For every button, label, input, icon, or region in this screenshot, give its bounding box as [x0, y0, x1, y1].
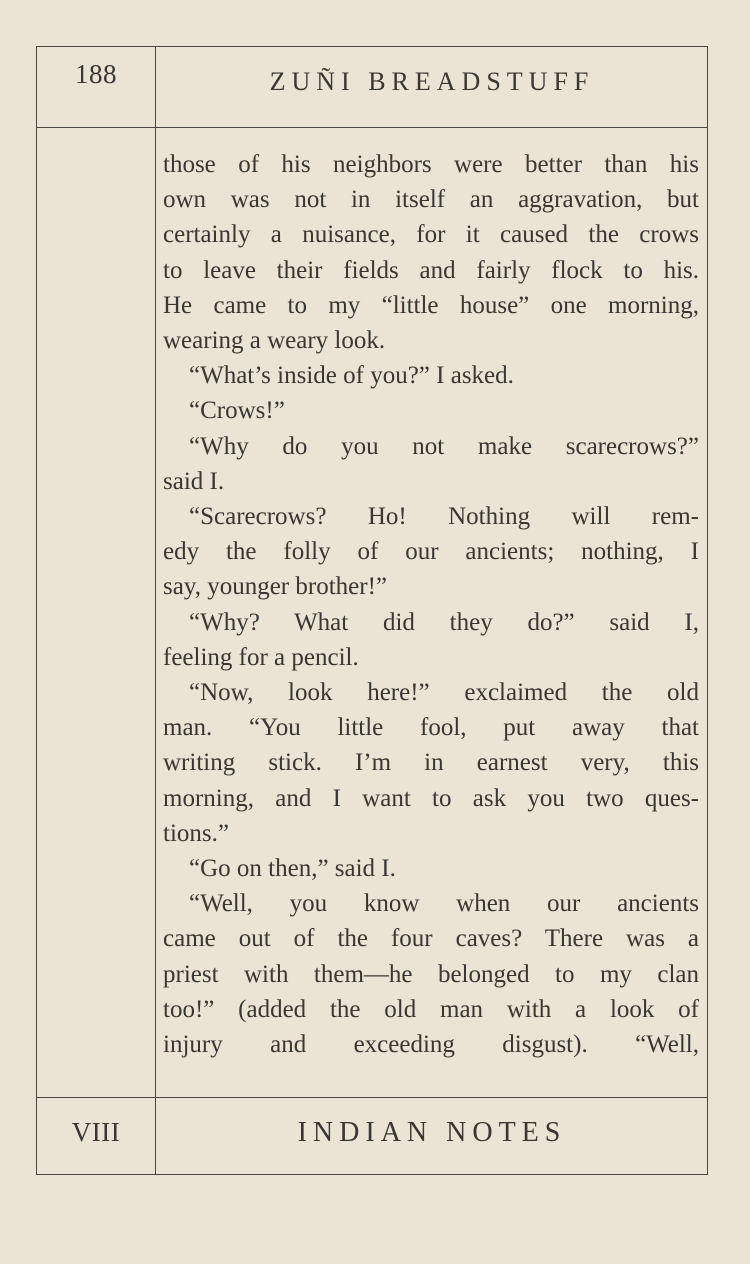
- section-number: VIII: [71, 1117, 121, 1147]
- body-text: [163, 147, 699, 1062]
- text-line: say, younger brother!”: [163, 573, 387, 601]
- text-line: wearing a weary look.: [163, 327, 386, 355]
- text-line: “Go on then,” said I.: [189, 855, 396, 883]
- text-line: own was not in itself an aggravation, but: [163, 186, 699, 214]
- footer-title: INDIAN NOTES: [297, 1117, 567, 1148]
- text-line: tions.”: [163, 819, 229, 847]
- footer-rule: [37, 1097, 707, 1098]
- text-line: edy the folly of our ancients; nothing, I: [163, 538, 699, 566]
- text-line: “What’s inside of you?” I asked.: [189, 362, 514, 390]
- text-line: writing stick. I’m in earnest very, this: [163, 749, 699, 777]
- text-line: man. “You little fool, put away that: [163, 714, 699, 742]
- text-line: “Now, look here!” exclaimed the old: [189, 679, 699, 707]
- text-line: “Why? What did they do?” said I,: [189, 608, 699, 636]
- header-rule: [37, 127, 707, 128]
- text-line: feeling for a pencil.: [163, 643, 359, 671]
- text-line: He came to my “little house” one morning,: [163, 291, 699, 319]
- page-frame: [36, 46, 708, 1175]
- text-line: too!” (added the old man with a look of: [163, 995, 699, 1023]
- text-line: “Well, you know when our ancients: [189, 890, 699, 918]
- text-line: certainly a nuisance, for it caused the crows: [163, 221, 699, 249]
- text-line: “Scarecrows? Ho! Nothing will rem-: [189, 503, 699, 531]
- text-line: said I.: [163, 467, 225, 495]
- column-divider: [155, 47, 156, 1174]
- text-line: priest with them—he belonged to my clan: [163, 960, 699, 988]
- text-line: morning, and I want to ask you two ques-: [163, 784, 699, 812]
- text-line: “Why do you not make scarecrows?”: [189, 432, 699, 460]
- page-number: 188: [75, 59, 117, 89]
- text-line: came out of the four caves? There was a: [163, 925, 699, 953]
- text-line: to leave their fields and fairly flock to his.: [163, 256, 699, 284]
- text-line: “Crows!”: [189, 397, 285, 425]
- text-line: injury and exceeding disgust). “Well,: [163, 1031, 699, 1059]
- running-head: ZUÑI BREADSTUFF: [269, 67, 595, 96]
- text-line: those of his neighbors were better than his: [163, 151, 699, 178]
